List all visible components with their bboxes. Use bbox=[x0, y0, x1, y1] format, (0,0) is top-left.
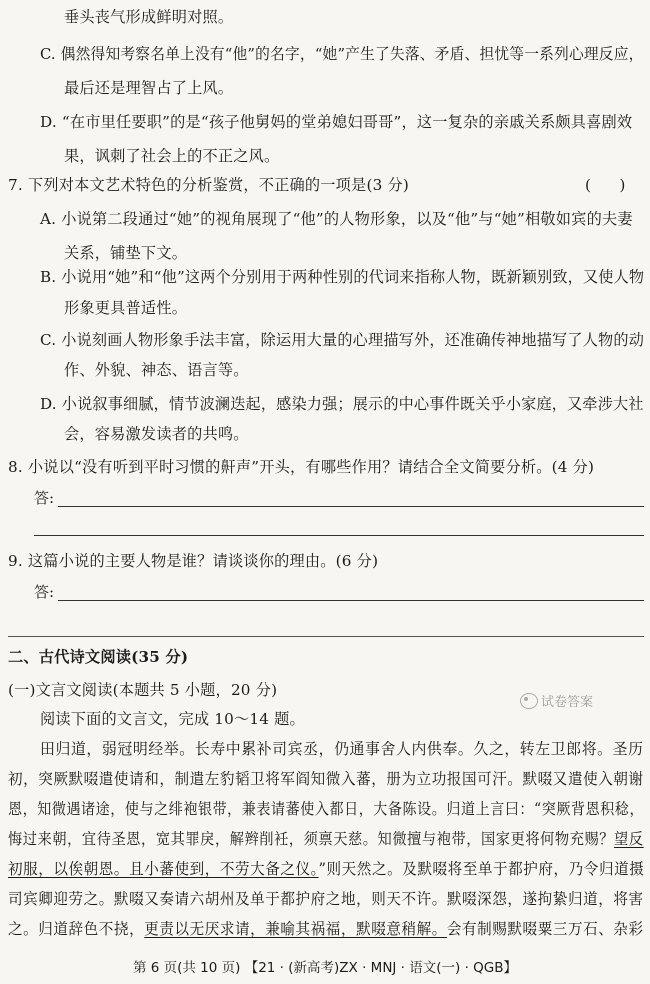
underlined-sentence: 望反 bbox=[614, 830, 644, 848]
section-divider bbox=[8, 636, 644, 637]
underlined-sentence: 初服，以俟朝恩。且小蕃使到，不劳大备之仪。 bbox=[8, 860, 319, 878]
q7-option-b-continuation: 形象更具普适性。 bbox=[64, 299, 188, 317]
classical-text-line: 田归道，弱冠明经举。长寿中累补司宾丞，仍通事舍人内供奉。久之，转左卫郎将。圣历 bbox=[40, 740, 644, 758]
reading-instruction: 阅读下面的文言文，完成 10～14 题。 bbox=[40, 710, 305, 728]
page-footer: 第 6 页(共 10 页) 【21 · (新高考)ZX · MNJ · 语文(一) · QGB】 bbox=[132, 960, 518, 976]
watermark-text: 试卷答案 bbox=[541, 695, 594, 710]
option-c: C. 偶然得知考察名单上没有“他”的名字，“她”产生了失落、矛盾、担忧等一系列心理反应， bbox=[40, 45, 644, 63]
q7-option-c: C. 小说刻画人物形象手法丰富，除运用大量的心理描写外，还准确传神地描写了人物的动 bbox=[40, 331, 645, 349]
classical-text-line: 司宾卿迎劳之。默啜又奏请六胡州及单于都护府之地，则天不许。默啜深怨，遂拘絷归道，将害 bbox=[8, 890, 644, 908]
question-9: 9. 这篇小说的主要人物是谁？请谈谈你的理由。(6 分) bbox=[8, 552, 379, 570]
answer-parentheses: ( ) bbox=[585, 176, 626, 194]
option-d-continuation: 果，讽刺了社会上的不正之风。 bbox=[64, 147, 280, 165]
q7-option-a-continuation: 关系，铺垫下文。 bbox=[64, 244, 188, 262]
q7-option-a: A. 小说第二段通过“她”的视角展现了“他”的人物形象，以及“他”与“她”相敬如宾的夫妻 bbox=[40, 210, 633, 228]
answer-label: 答: bbox=[34, 489, 55, 507]
classical-text-line: 初，突厥默啜遣使请和，制遣左豹韬卫将军阎知微入蕃，册为立功报国可汗。默啜又遣使入朝谢 bbox=[8, 770, 644, 788]
option-c-continuation: 最后还是理智占了上风。 bbox=[64, 79, 234, 97]
option-b-continuation: 垂头丧气形成鲜明对照。 bbox=[64, 8, 234, 26]
question-7: 7. 下列对本文艺术特色的分析鉴赏，不正确的一项是(3 分) bbox=[8, 176, 409, 194]
chat-bubble-icon bbox=[520, 693, 538, 709]
underlined-sentence: 更责以无厌求请，兼喻其祸福，默啜意稍解。 bbox=[144, 920, 447, 938]
classical-text-line bbox=[8, 828, 644, 850]
classical-text-line: 恩，知微遇诸途，使与之绯袍银带，兼表请蕃使入都日，大备陈设。归道上言曰：“突厥背恩积稔， bbox=[8, 800, 645, 818]
q7-option-b: B. 小说用“她”和“他”这两个分别用于两种性别的代词来指称人物，既新颖别致，又使人物 bbox=[40, 268, 645, 286]
option-d: D. “在市里任要职”的是“孩子他舅妈的堂弟媳妇哥哥”，这一复杂的亲戚关系颇具喜剧效 bbox=[40, 113, 633, 131]
classical-text-segment: ”则天然之。及默啜将至单于都护府，乃令归道摄 bbox=[318, 860, 645, 878]
classical-text-segment: 悔过来朝，宜待圣恩，宽其罪戾，解辫削衽，须禀天慈。知微擅与袍带，国家更将何物充赐？ bbox=[8, 830, 615, 848]
classical-text-line bbox=[8, 918, 644, 940]
answer-line bbox=[34, 535, 644, 536]
watermark bbox=[520, 691, 593, 710]
answer-line bbox=[58, 506, 644, 507]
q7-option-d-continuation: 会，容易激发读者的共鸣。 bbox=[64, 425, 249, 443]
classical-text-line bbox=[8, 858, 644, 880]
answer-label: 答: bbox=[34, 583, 55, 601]
answer-line bbox=[58, 600, 644, 601]
question-8: 8. 小说以“没有听到平时习惯的鼾声”开头，有哪些作用？请结合全文简要分析。(4 分) bbox=[8, 458, 595, 476]
q7-option-d: D. 小说叙事细腻，情节波澜迭起，感染力强；展示的中心事件既关乎小家庭，又牵涉大社 bbox=[40, 395, 644, 413]
classical-text-segment: 会有制赐默啜粟三万石、杂彩 bbox=[446, 920, 644, 938]
subsection-title: (一)文言文阅读(本题共 5 小题，20 分) bbox=[8, 681, 278, 699]
q7-option-c-continuation: 作、外貌、神态、语言等。 bbox=[64, 361, 249, 379]
section-title: 二、古代诗文阅读(35 分) bbox=[8, 648, 189, 666]
classical-text-segment: 之。归道辞色不挠， bbox=[8, 920, 145, 938]
